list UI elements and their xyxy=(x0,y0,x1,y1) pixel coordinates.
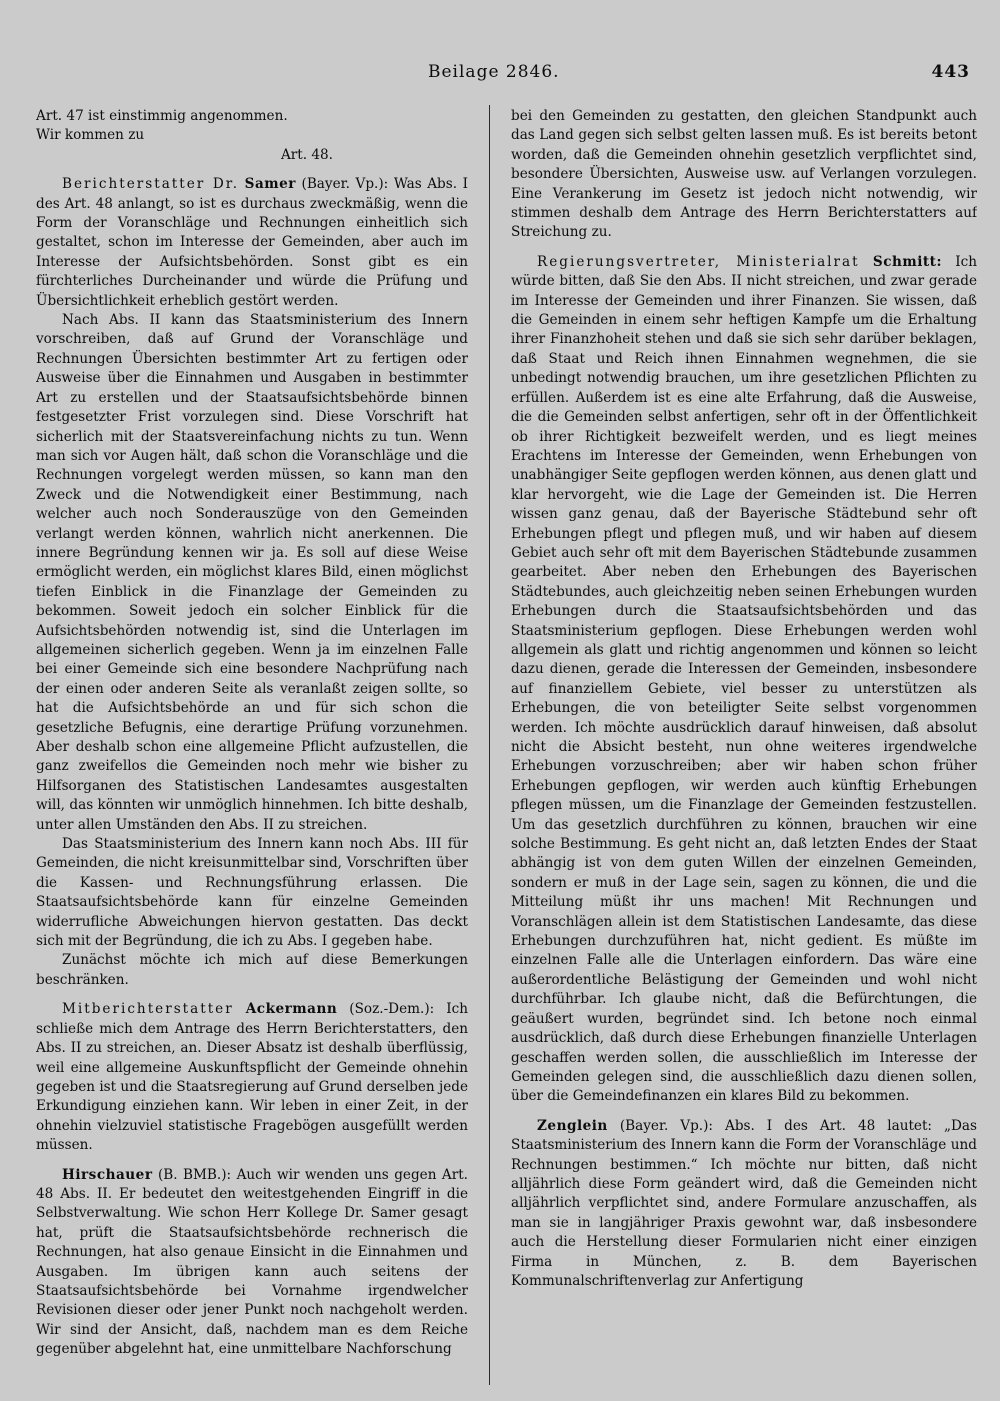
speech-text: Ich würde bitten, daß Sie den Abs. II nicht streichen, und zwar gerade im Interesse der Gemeinden und ihrer Finanzen. Sie wissen, daß die Gemeinden in einem sehr heftigen Kampfe um die Erhaltung ihrer Finanzhoheit stehen und daß sie sich sehr darüber beklagen, daß Staat und Reich ihnen Einnahmen wegnehmen, die sie unbedingt notwendig brauchen, um ihre gesetzlichen Pflichten zu erfüllen. Außerdem ist es eine alte Erfahrung, daß die Ausweise, die die Gemeinden selbst anfertigen, sehr oft in der Öffentlichkeit ob ihrer Richtigkeit bezweifelt werden, und es liegt meines Erachtens im Interesse der Gemeinden, wenn Erhebungen von unabhängiger Seite gepflogen werden können, aus denen glatt und klar hervorgeht, wie die Lage der Gemeinden ist. Die Herren wissen ganz genau, daß der Bayerische Städtebund sehr oft Erhebungen pflegt und pflegen muß, und wir haben auf diesem Gebiet auch sehr oft mit dem Bayerischen Städtebunde zusammen gearbeitet. Aber neben den Erhebungen des Bayerischen Städtebundes, auch gleichzeitig neben seinen Erhebungen wurden Erhebungen durch die Staatsaufsichtsbehörden und das Staatsministerium gepflogen. Diese Erhebungen werden wohl allgemein als glatt und richtig angenommen und können so leicht dazu dienen, gerade die Interessen der Gemeinden, insbesondere auf finanziellem Gebiete, viel besser zu unterstützen als Erhebungen, die von beteiligter Seite selbst vorgenommen werden. Ich möchte ausdrücklich darauf hinweisen, daß absolut nicht die Absicht besteht, nun ohne weiteres irgendwelche Erhebungen vorzuschreiben; aber wir haben schon früher Erhebungen gepflogen, wir werden auch künftig Erhebungen pflegen müssen, um die Finanzlage der Gemeinden festzustellen. Um das gesetzlich durchführen zu können, brauchen wir eine solche Bestimmung. Es geht nicht an, daß letzten Endes der Staat abhängig ist von dem guten Willen der einzelnen Gemeinden, sondern er muß in der Lage sein, sagen zu können, die und die Mitteilung müßt ihr uns machen! Mit Rechnungen und Voranschlägen allein ist dem Statistischen Landesamte, das diese Erhebungen durchzuführen hat, nicht gedient. Es müßte im einzelnen Falle alle die Unterlagen einfordern. Das wäre eine außerordentliche Belästigung der Gemeinden und wohl nicht durchführbar. Ich glaube nicht, daß die Befürchtungen, die geäußert wurden, begründet sind. Ich betone noch einmal ausdrücklich, daß durch diese Erhebungen finanzielle Unterlagen geschaffen werden sollen, die ausschließlich im Interesse der Gemeinden gelegen sind, die ausschließlich dazu dienen sollen, über die Gemeindefinanzen ein klares Bild zu bekommen. xyxy=(511,253,977,1105)
paragraph: Wir kommen zu xyxy=(36,127,145,144)
column-divider xyxy=(489,105,490,1385)
speech-paragraph xyxy=(511,1117,977,1292)
right-column xyxy=(511,107,977,1385)
speaker-name: Hirschauer xyxy=(62,1166,153,1183)
speech-text: Auch wir wenden uns gegen Art. 48 Abs. II. Er bedeutet den weitestgehenden Eingriff in die Selbstverwaltung. Wie schon Herr Kollege Dr. Samer gesagt hat, prüft die Staatsaufsichtsbehörde rechnerisch die Rechnungen, hat also genaue Einsicht in die Einnahmen und Ausgaben. Im übrigen kann auch seitens der Staatsaufsichtsbehörde bei Vornahme irgendwelcher Revisionen dieser oder jener Punkt noch nachgeholt werden. Wir sind der Ansicht, daß, nachdem man es dem Reiche gegenüber abgelehnt hat, eine unmittelbare Nachforschung xyxy=(36,1166,468,1358)
speaker-role: Mitberichterstatter xyxy=(62,1001,234,1018)
speaker-party: (Soz.-Dem.): xyxy=(349,1001,435,1018)
speech-paragraph xyxy=(36,1000,468,1155)
speaker-name: Ackermann xyxy=(245,1001,338,1018)
paragraph: bei den Gemeinden zu gestatten, den gleichen Standpunkt auch das Land gegen sich selbst gelten lassen muß. Es ist bereits betont worden, daß die Gemeinden ohnehin gesetzlich verpflichtet sind, besondere Übersichten, Ausweise usw. auf Verlangen vorzulegen. Eine Verankerung im Gesetz ist jedoch nicht notwendig, wir stimmen deshalb dem Antrage des Herrn Berichterstatters auf Streichung zu. xyxy=(511,108,977,241)
section-title: Beilage 2846. xyxy=(428,62,560,82)
page-number: 443 xyxy=(931,62,970,82)
speaker-name: Schmitt: xyxy=(872,253,942,270)
speech-text: Was Abs. I des Art. 48 anlangt, so ist es durchaus zweckmäßig, wenn die Form der Voranschläge und Rechnungen einheitlich sich gestaltet, schon im Interesse der Gemeinden, aber auch im Interesse der Aufsichtsbehörden. Sonst gibt es ein fürchterliches Durcheinander und würde die Prüfung und Übersichtlichkeit erheblich gestört werden. xyxy=(36,176,468,309)
article-heading: Art. 48. xyxy=(280,146,334,163)
speech-paragraph xyxy=(36,1166,468,1360)
speech-paragraph xyxy=(36,175,468,311)
speech-text: Ich schließe mich dem Antrage des Herrn Berichterstatters, den Abs. II zu streichen, an. Dieser Absatz ist deshalb überflüssig, weil eine allgemeine Auskunftspflicht der Gemeinde ohnehin gegeben ist und die Staatsregierung auf Grund derselben jede Erkundigung einziehen kann. Wir leben in einer Zeit, in der ohnehin vielzuviel statistische Fragebögen ausgefüllt werden müssen. xyxy=(36,1001,468,1154)
speaker-name: Samer xyxy=(244,176,296,193)
running-header xyxy=(0,62,1000,86)
speech-text: Abs. I des Art. 48 lautet: „Das Staatsministerium des Innern kann die Form der Voranschläge und Rechnungen bestimmen.“ Ich möchte nur bitten, daß nicht alljährlich diese Form geändert wird, daß die Gemeinden nicht alljährlich verpflichtet sind, andere Formulare anzuschaffen, als man sie in langjähriger Praxis gewohnt war, daß insbesondere auch die Herstellung dieser Formularien nicht einer einzigen Firma in München, z. B. dem Bayerischen Kommunalschriftenverlag zur Anfertigung xyxy=(511,1117,977,1289)
paragraph: Das Staatsministerium des Innern kann noch Abs. III für Gemeinden, die nicht kreisunmittelbar sind, Vorschriften über die Kassen- und Rechnungsführung erlassen. Die Staatsaufsichtsbehörde kann für einzelne Gemeinden widerrufliche Abweichungen hiervon gestatten. Das deckt sich mit der Begründung, die ich zu Abs. I gegeben habe. xyxy=(36,836,468,950)
speaker-name: Zenglein xyxy=(537,1117,608,1134)
speech-paragraph xyxy=(511,253,977,1107)
paragraph: Art. 47 ist einstimmig angenommen. xyxy=(36,108,288,124)
paragraph: Nach Abs. II kann das Staatsministerium des Innern vorschreiben, daß auf Grund der Voranschläge und Rechnungen Übersichten bestimmter Art zu fertigen oder Ausweise über die Einnahmen und Ausgaben in bestimmter Art zu erstellen und der Staatsaufsichtsbehörde binnen festgesetzter Frist vorzulegen sind. Diese Vorschrift hat sicherlich mit der Staatsvereinfachung nichts zu tun. Wenn man sich vor Augen hält, daß schon die Voranschläge und die Rechnungen vorgelegt werden müssen, so kann man den Zweck und die Notwendigkeit einer Bestimmung, nach welcher auch noch Sonderauszüge von den Gemeinden verlangt werden können, wahrlich nicht anerkennen. Die innere Begründung kennen wir ja. Es soll auf diese Weise ermöglicht werden, ein möglichst klares Bild, einen möglichst tiefen Einblick in die Finanzlage der Gemeinden zu bekommen. Soweit jedoch ein solcher Einblick für die Aufsichtsbehörden notwendig ist, sind die Unterlagen im allgemeinen sicherlich gegeben. Wenn ja im einzelnen Falle bei einer Gemeinde sich eine besondere Nachprüfung nach der einen oder anderen Seite als veranlaßt zeigen sollte, so hat die Aufsichtsbehörde an und für sich schon die gesetzliche Befugnis, eine derartige Prüfung vorzunehmen. Aber deshalb schon eine allgemeine Pflicht aufzustellen, die ganz zweifellos die Gemeinden noch mehr wie bisher zu Hilfsorganen des Statistischen Landesamtes ausgestalten will, das könnten wir unmöglich hinnehmen. Ich bitte deshalb, unter allen Umständen den Abs. II zu streichen. xyxy=(36,312,468,833)
speaker-role: Berichterstatter Dr. xyxy=(62,176,240,193)
speaker-party: (B. BMB.): xyxy=(157,1166,232,1183)
left-column xyxy=(36,107,468,1385)
speaker-party: (Bayer. Vp.): xyxy=(301,176,389,193)
speaker-party: (Bayer. Vp.): xyxy=(619,1117,713,1134)
speaker-role: Regierungsvertreter, Ministerialrat xyxy=(537,253,860,270)
paragraph: Zunächst möchte ich mich auf diese Bemerkungen beschränken. xyxy=(36,952,468,988)
